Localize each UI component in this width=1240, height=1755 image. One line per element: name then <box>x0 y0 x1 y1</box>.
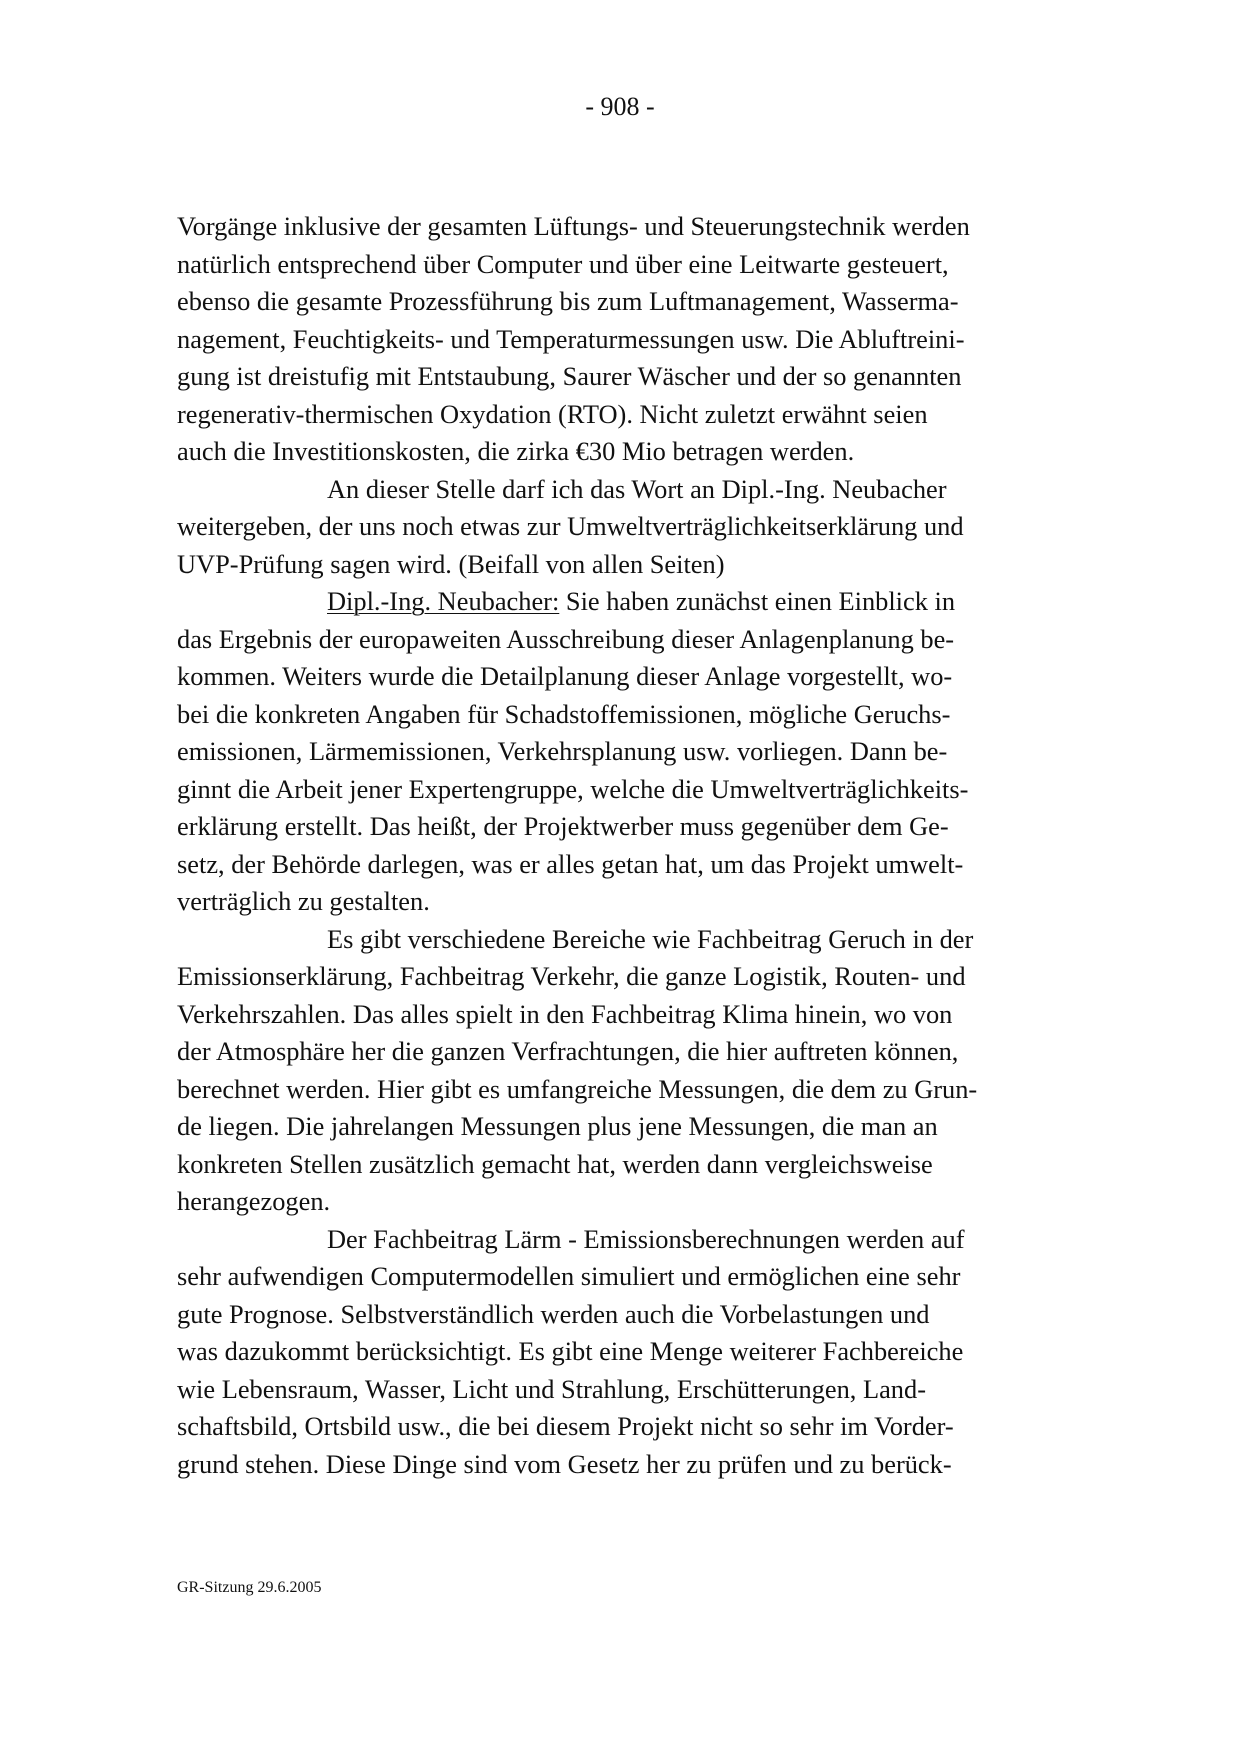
text-line: nagement, Feuchtigkeits- und Temperaturmessungen usw. Die Abluftreini- <box>177 323 965 354</box>
speaker-name: Dipl.-Ing. Neubacher: <box>327 586 560 616</box>
text-line: grund stehen. Diese Dinge sind vom Gesetz her zu prüfen und zu berück- <box>177 1448 952 1479</box>
text-line: auch die Investitionskosten, die zirka €30 Mio betragen werden. <box>177 436 855 466</box>
paragraph-start-line: Es gibt verschiedene Bereiche wie Fachbeitrag Geruch in der <box>327 923 974 954</box>
text-line: natürlich entsprechend über Computer und über eine Leitwarte gesteuert, <box>177 248 949 279</box>
text-line: gung ist dreistufig mit Entstaubung, Saurer Wäscher und der so genannten <box>177 361 962 391</box>
text-line: Vorgänge inklusive der gesamten Lüftungs- und Steuerungstechnik werden <box>177 211 970 241</box>
text-line: bei die konkreten Angaben für Schadstoffemissionen, mögliche Geruchs- <box>177 698 951 729</box>
text-line: kommen. Weiters wurde die Detailplanung dieser Anlage vorgestellt, wo- <box>177 661 953 691</box>
speaker-line <box>177 583 1077 621</box>
text-line: wie Lebensraum, Wasser, Licht und Strahlung, Erschütterungen, Land- <box>177 1373 926 1404</box>
text-line: UVP-Prüfung sagen wird. (Beifall von allen Seiten) <box>177 548 725 579</box>
text-line: verträglich zu gestalten. <box>177 886 430 916</box>
text-line: konkreten Stellen zusätzlich gemacht hat, werden dann vergleichsweise <box>177 1148 933 1179</box>
text-line: emissionen, Lärmemissionen, Verkehrsplanung usw. vorliegen. Dann be- <box>177 736 948 766</box>
text-line: schaftsbild, Ortsbild usw., die bei diesem Projekt nicht so sehr im Vorder- <box>177 1411 954 1441</box>
text-line: de liegen. Die jahrelangen Messungen plus jene Messungen, die man an <box>177 1111 938 1141</box>
text-line: berechnet werden. Hier gibt es umfangreiche Messungen, die dem zu Grun- <box>177 1073 978 1104</box>
text-line: weitergeben, der uns noch etwas zur Umweltverträglichkeitserklärung und <box>177 511 964 541</box>
text-line: Verkehrszahlen. Das alles spielt in den Fachbeitrag Klima hinein, wo von <box>177 998 953 1029</box>
text-line: regenerativ-thermischen Oxydation (RTO). Nicht zuletzt erwähnt seien <box>177 398 928 429</box>
text-line: Emissionserklärung, Fachbeitrag Verkehr, die ganze Logistik, Routen- und <box>177 961 966 991</box>
text-line: was dazukommt berücksichtigt. Es gibt eine Menge weiterer Fachbereiche <box>177 1336 964 1366</box>
speaker-line-text: Sie haben zunächst einen Einblick in <box>559 586 956 616</box>
paragraph-start-line: An dieser Stelle darf ich das Wort an Dipl.-Ing. Neubacher <box>327 473 947 504</box>
text-line: der Atmosphäre her die ganzen Verfrachtungen, die hier auftreten können, <box>177 1036 959 1066</box>
text-line: das Ergebnis der europaweiten Ausschreibung dieser Anlagenplanung be- <box>177 623 955 654</box>
text-line: ebenso die gesamte Prozessführung bis zum Luftmanagement, Wasserma- <box>177 286 959 316</box>
text-line: ginnt die Arbeit jener Expertengruppe, welche die Umweltverträglichkeits- <box>177 773 969 804</box>
document-body <box>177 208 1077 1483</box>
text-line: gute Prognose. Selbstverständlich werden auch die Vorbelastungen und <box>177 1298 930 1329</box>
text-line: setz, der Behörde darlegen, was er alles getan hat, um das Projekt umwelt- <box>177 848 964 879</box>
text-line: sehr aufwendigen Computermodellen simuliert und ermöglichen eine sehr <box>177 1261 961 1291</box>
text-line: erklärung erstellt. Das heißt, der Projektwerber muss gegenüber dem Ge- <box>177 811 949 841</box>
page-number: - 908 - <box>585 92 655 121</box>
footer-session-date: GR-Sitzung 29.6.2005 <box>177 1579 322 1596</box>
paragraph-start-line: Der Fachbeitrag Lärm - Emissionsberechnungen werden auf <box>327 1223 965 1254</box>
text-line: herangezogen. <box>177 1186 331 1216</box>
